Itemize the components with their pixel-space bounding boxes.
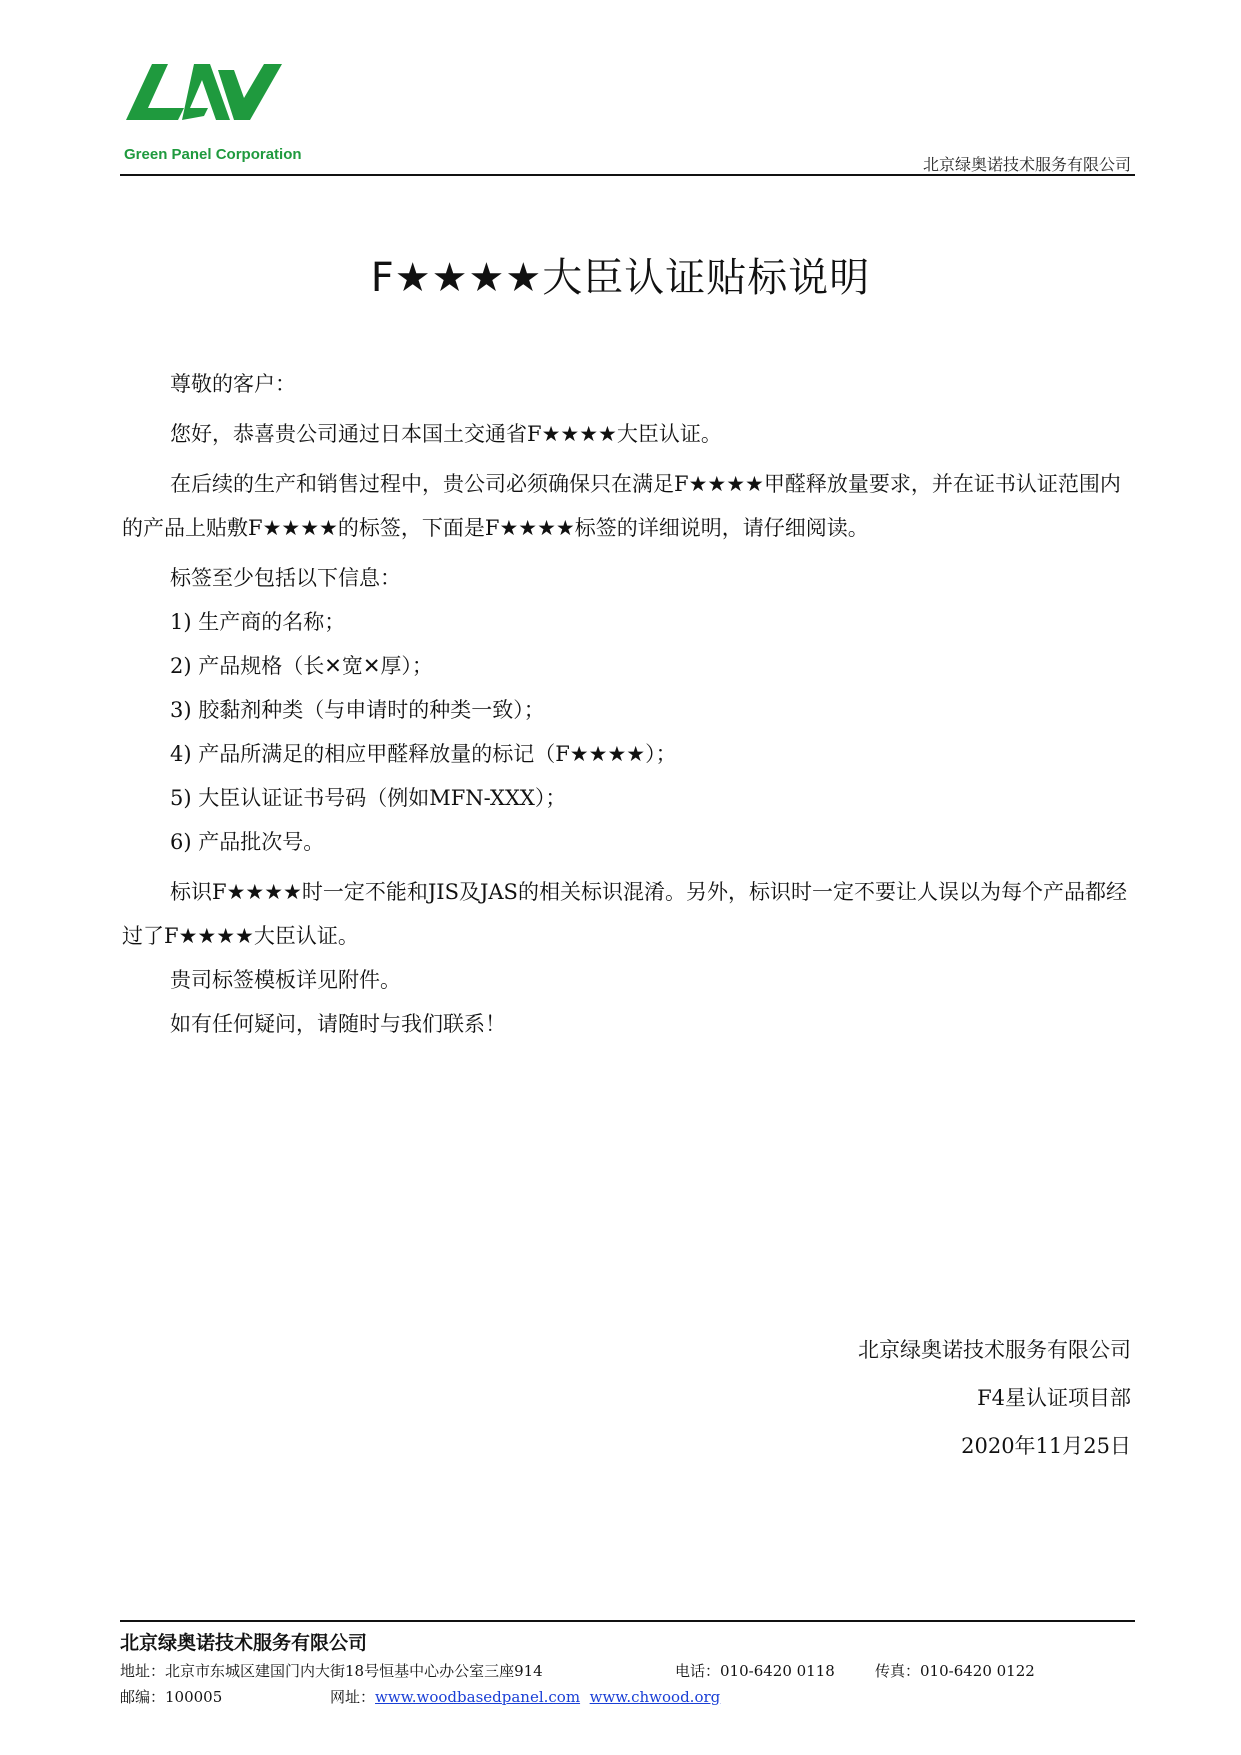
list-intro: 标签至少包括以下信息：: [170, 566, 401, 590]
signature-date: 2020年11月25日: [961, 1434, 1131, 1458]
list-item: 1) 生产商的名称；: [170, 610, 346, 634]
signature-department: F4星认证项目部: [977, 1386, 1131, 1410]
website-link-chwood[interactable]: www.chwood.org: [589, 1688, 721, 1706]
signature-company: 北京绿奥诺技术服务有限公司: [858, 1338, 1131, 1362]
footer-phone: 电话：010-6420 0118: [675, 1662, 835, 1680]
footer-company-name: 北京绿奥诺技术服务有限公司: [120, 1632, 368, 1654]
footer-web-line: [120, 1686, 720, 1707]
letter-body: [122, 362, 1131, 1046]
footer-postcode: 邮编：100005: [120, 1688, 223, 1706]
header-company-name: 北京绿奥诺技术服务有限公司: [922, 155, 1131, 174]
logo-caption: Green Panel Corporation: [124, 146, 302, 163]
salutation: 尊敬的客户：: [170, 372, 296, 396]
footer-address: 地址：北京市东城区建国门内大街18号恒基中心办公室三座914: [120, 1662, 543, 1680]
list-item: 3) 胶黏剂种类（与申请时的种类一致）；: [170, 698, 545, 722]
website-link-woodbasedpanel[interactable]: www.woodbasedpanel.com: [375, 1688, 581, 1706]
footer-website-label: 网址：: [330, 1688, 376, 1706]
footer-divider: [120, 1620, 1135, 1622]
list-item: 6) 产品批次号。: [170, 830, 325, 854]
paragraph-greeting: 您好，恭喜贵公司通过日本国土交通省F★★★★大臣认证。: [170, 422, 722, 446]
list-item: 4) 产品所满足的相应甲醛释放量的标记（F★★★★）；: [170, 742, 677, 766]
list-item: 5) 大臣认证证书号码（例如MFN-XXX）；: [170, 786, 567, 810]
logo-mark-icon: [124, 64, 284, 124]
footer-contact-line: [120, 1660, 1035, 1681]
paragraph-requirement: 在后续的生产和销售过程中，贵公司必须确保只在满足F★★★★甲醛释放量要求，并在证书认证范围内的产品上贴敷F★★★★的标签，下面是F★★★★标签的详细说明，请仔细阅读。: [122, 472, 1121, 540]
list-item: 2) 产品规格（长✕宽✕厚）；: [170, 654, 433, 678]
footer-fax: 传真：010-6420 0122: [875, 1662, 1035, 1680]
paragraph-attachment: 贵司标签模板详见附件。: [170, 968, 401, 992]
signature-block: [858, 1326, 1131, 1470]
header-divider: [120, 174, 1135, 176]
paragraph-contact: 如有任何疑问，请随时与我们联系！: [170, 1012, 506, 1036]
document-title: F★★★★大臣认证贴标说明: [370, 255, 871, 301]
paragraph-marking-note: 标识F★★★★时一定不能和JIS及JAS的相关标识混淆。另外，标识时一定不要让人误以为每个产品都经过了F★★★★大臣认证。: [122, 880, 1127, 948]
